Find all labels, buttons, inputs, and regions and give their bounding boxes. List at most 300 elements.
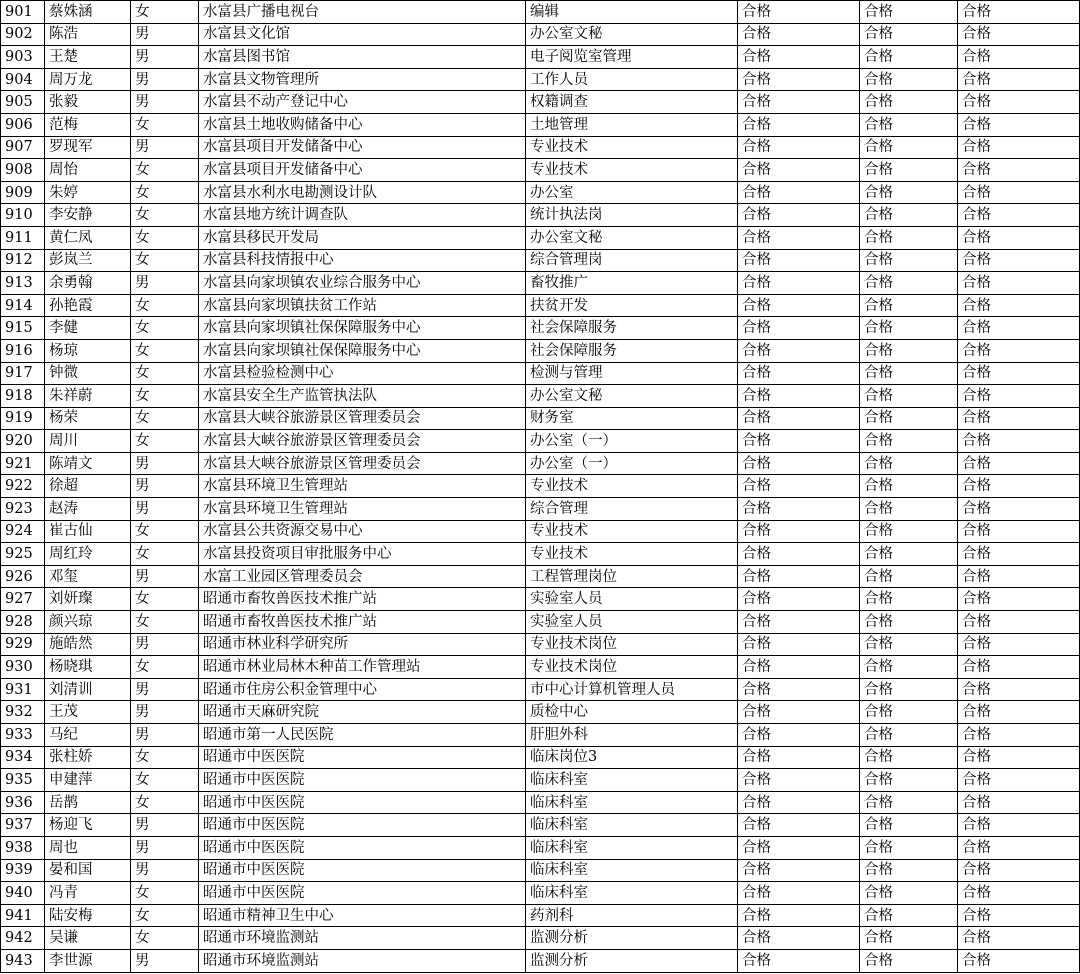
result-cell-3: 合格 [958, 565, 1080, 588]
row-number-cell: 922 [1, 475, 45, 498]
position-cell: 土地管理 [526, 113, 738, 136]
row-number-cell: 902 [1, 23, 45, 46]
employer-cell: 水富县不动产登记中心 [199, 91, 526, 114]
row-number-cell: 924 [1, 520, 45, 543]
gender-cell: 男 [131, 814, 199, 837]
result-cell-1: 合格 [738, 46, 860, 69]
table-row [1, 339, 1080, 362]
result-cell-3: 合格 [958, 181, 1080, 204]
row-number-cell: 930 [1, 656, 45, 679]
table-row [1, 113, 1080, 136]
result-cell-3: 合格 [958, 611, 1080, 634]
result-cell-3: 合格 [958, 91, 1080, 114]
table-row [1, 407, 1080, 430]
result-cell-2: 合格 [860, 498, 958, 521]
table-row [1, 656, 1080, 679]
row-number-cell: 905 [1, 91, 45, 114]
result-cell-1: 合格 [738, 362, 860, 385]
name-cell: 张柱娇 [45, 746, 131, 769]
table-row [1, 68, 1080, 91]
position-cell: 质检中心 [526, 701, 738, 724]
row-number-cell: 921 [1, 452, 45, 475]
name-cell: 陈浩 [45, 23, 131, 46]
employer-cell: 昭通市中医医院 [199, 791, 526, 814]
result-cell-1: 合格 [738, 656, 860, 679]
employer-cell: 水富县环境卫生管理站 [199, 475, 526, 498]
row-number-cell: 941 [1, 904, 45, 927]
employer-cell: 水富县向家坝镇农业综合服务中心 [199, 272, 526, 295]
position-cell: 专业技术 [526, 520, 738, 543]
position-cell: 财务室 [526, 407, 738, 430]
position-cell: 实验室人员 [526, 611, 738, 634]
result-cell-2: 合格 [860, 678, 958, 701]
row-number-cell: 911 [1, 226, 45, 249]
result-cell-1: 合格 [738, 927, 860, 950]
gender-cell: 女 [131, 339, 199, 362]
result-cell-3: 合格 [958, 814, 1080, 837]
name-cell: 崔古仙 [45, 520, 131, 543]
result-cell-3: 合格 [958, 859, 1080, 882]
position-cell: 工程管理岗位 [526, 565, 738, 588]
result-cell-2: 合格 [860, 136, 958, 159]
result-cell-1: 合格 [738, 746, 860, 769]
gender-cell: 男 [131, 701, 199, 724]
name-cell: 杨琼 [45, 339, 131, 362]
row-number-cell: 903 [1, 46, 45, 69]
position-cell: 监测分析 [526, 949, 738, 972]
result-cell-2: 合格 [860, 181, 958, 204]
gender-cell: 男 [131, 836, 199, 859]
position-cell: 电子阅览室管理 [526, 46, 738, 69]
result-cell-2: 合格 [860, 91, 958, 114]
position-cell: 办公室 [526, 181, 738, 204]
gender-cell: 女 [131, 226, 199, 249]
result-cell-2: 合格 [860, 272, 958, 295]
table-row [1, 836, 1080, 859]
result-cell-2: 合格 [860, 407, 958, 430]
employer-cell: 水富县公共资源交易中心 [199, 520, 526, 543]
result-cell-3: 合格 [958, 294, 1080, 317]
name-cell: 黄仁凤 [45, 226, 131, 249]
result-cell-2: 合格 [860, 430, 958, 453]
result-cell-2: 合格 [860, 204, 958, 227]
result-cell-2: 合格 [860, 249, 958, 272]
employer-cell: 水富县水利水电勘测设计队 [199, 181, 526, 204]
position-cell: 检测与管理 [526, 362, 738, 385]
row-number-cell: 925 [1, 543, 45, 566]
gender-cell: 男 [131, 91, 199, 114]
name-cell: 杨荣 [45, 407, 131, 430]
name-cell: 晏和国 [45, 859, 131, 882]
result-cell-2: 合格 [860, 452, 958, 475]
name-cell: 孙艳霞 [45, 294, 131, 317]
row-number-cell: 919 [1, 407, 45, 430]
result-cell-1: 合格 [738, 68, 860, 91]
result-cell-3: 合格 [958, 452, 1080, 475]
name-cell: 杨迎飞 [45, 814, 131, 837]
result-cell-1: 合格 [738, 452, 860, 475]
table-row [1, 226, 1080, 249]
result-cell-2: 合格 [860, 656, 958, 679]
result-cell-1: 合格 [738, 611, 860, 634]
result-cell-2: 合格 [860, 46, 958, 69]
result-cell-2: 合格 [860, 949, 958, 972]
employer-cell: 水富县项目开发储备中心 [199, 159, 526, 182]
employer-cell: 昭通市第一人民医院 [199, 724, 526, 747]
result-cell-2: 合格 [860, 859, 958, 882]
name-cell: 周也 [45, 836, 131, 859]
result-cell-1: 合格 [738, 543, 860, 566]
result-cell-3: 合格 [958, 204, 1080, 227]
row-number-cell: 910 [1, 204, 45, 227]
employer-cell: 水富县广播电视台 [199, 1, 526, 24]
employer-cell: 水富县大峡谷旅游景区管理委员会 [199, 452, 526, 475]
row-number-cell: 932 [1, 701, 45, 724]
employer-cell: 水富县投资项目审批服务中心 [199, 543, 526, 566]
table-row [1, 362, 1080, 385]
employer-cell: 水富县向家坝镇社保保障服务中心 [199, 317, 526, 340]
result-cell-3: 合格 [958, 949, 1080, 972]
position-cell: 临床岗位3 [526, 746, 738, 769]
result-cell-2: 合格 [860, 791, 958, 814]
result-cell-2: 合格 [860, 362, 958, 385]
name-cell: 李安静 [45, 204, 131, 227]
row-number-cell: 913 [1, 272, 45, 295]
table-row [1, 272, 1080, 295]
row-number-cell: 912 [1, 249, 45, 272]
gender-cell: 女 [131, 159, 199, 182]
result-cell-1: 合格 [738, 385, 860, 408]
position-cell: 临床科室 [526, 791, 738, 814]
result-cell-1: 合格 [738, 791, 860, 814]
employer-cell: 水富县项目开发储备中心 [199, 136, 526, 159]
gender-cell: 女 [131, 656, 199, 679]
name-cell: 赵涛 [45, 498, 131, 521]
result-cell-2: 合格 [860, 633, 958, 656]
result-cell-3: 合格 [958, 588, 1080, 611]
result-cell-2: 合格 [860, 294, 958, 317]
position-cell: 监测分析 [526, 927, 738, 950]
name-cell: 吴谦 [45, 927, 131, 950]
position-cell: 肝胆外科 [526, 724, 738, 747]
table-row [1, 46, 1080, 69]
name-cell: 刘清训 [45, 678, 131, 701]
employer-cell: 昭通市中医医院 [199, 746, 526, 769]
employer-cell: 水富县环境卫生管理站 [199, 498, 526, 521]
employer-cell: 水富县科技情报中心 [199, 249, 526, 272]
employer-cell: 水富县检验检测中心 [199, 362, 526, 385]
row-number-cell: 928 [1, 611, 45, 634]
result-cell-3: 合格 [958, 475, 1080, 498]
gender-cell: 女 [131, 769, 199, 792]
gender-cell: 女 [131, 430, 199, 453]
name-cell: 陈靖文 [45, 452, 131, 475]
name-cell: 张毅 [45, 91, 131, 114]
gender-cell: 男 [131, 565, 199, 588]
gender-cell: 女 [131, 204, 199, 227]
result-cell-2: 合格 [860, 339, 958, 362]
employer-cell: 昭通市中医医院 [199, 882, 526, 905]
result-cell-1: 合格 [738, 339, 860, 362]
position-cell: 工作人员 [526, 68, 738, 91]
gender-cell: 女 [131, 249, 199, 272]
name-cell: 余勇翰 [45, 272, 131, 295]
name-cell: 邓玺 [45, 565, 131, 588]
table-row [1, 385, 1080, 408]
employer-cell: 水富县土地收购储备中心 [199, 113, 526, 136]
table-row [1, 181, 1080, 204]
employer-cell: 水富县大峡谷旅游景区管理委员会 [199, 407, 526, 430]
name-cell: 范梅 [45, 113, 131, 136]
result-cell-1: 合格 [738, 294, 860, 317]
result-cell-1: 合格 [738, 91, 860, 114]
name-cell: 施皓然 [45, 633, 131, 656]
result-cell-1: 合格 [738, 904, 860, 927]
gender-cell: 女 [131, 882, 199, 905]
result-cell-1: 合格 [738, 701, 860, 724]
gender-cell: 女 [131, 520, 199, 543]
result-cell-3: 合格 [958, 226, 1080, 249]
result-cell-1: 合格 [738, 204, 860, 227]
row-number-cell: 927 [1, 588, 45, 611]
name-cell: 周万龙 [45, 68, 131, 91]
row-number-cell: 909 [1, 181, 45, 204]
row-number-cell: 904 [1, 68, 45, 91]
table-row [1, 611, 1080, 634]
gender-cell: 女 [131, 407, 199, 430]
table-row [1, 791, 1080, 814]
result-cell-3: 合格 [958, 317, 1080, 340]
row-number-cell: 916 [1, 339, 45, 362]
table-row [1, 588, 1080, 611]
row-number-cell: 920 [1, 430, 45, 453]
table-row [1, 927, 1080, 950]
employer-cell: 水富工业园区管理委员会 [199, 565, 526, 588]
row-number-cell: 937 [1, 814, 45, 837]
table-row [1, 452, 1080, 475]
position-cell: 社会保障服务 [526, 339, 738, 362]
table-row [1, 294, 1080, 317]
table-row [1, 498, 1080, 521]
result-cell-1: 合格 [738, 633, 860, 656]
result-cell-2: 合格 [860, 520, 958, 543]
result-cell-3: 合格 [958, 136, 1080, 159]
table-row [1, 249, 1080, 272]
employer-cell: 昭通市精神卫生中心 [199, 904, 526, 927]
gender-cell: 男 [131, 452, 199, 475]
result-cell-1: 合格 [738, 814, 860, 837]
name-cell: 彭岚兰 [45, 249, 131, 272]
employer-cell: 昭通市林业科学研究所 [199, 633, 526, 656]
result-cell-3: 合格 [958, 430, 1080, 453]
gender-cell: 男 [131, 136, 199, 159]
result-cell-1: 合格 [738, 724, 860, 747]
gender-cell: 女 [131, 927, 199, 950]
gender-cell: 男 [131, 68, 199, 91]
gender-cell: 女 [131, 181, 199, 204]
employer-cell: 昭通市中医医院 [199, 814, 526, 837]
position-cell: 专业技术 [526, 475, 738, 498]
position-cell: 编辑 [526, 1, 738, 24]
result-cell-2: 合格 [860, 23, 958, 46]
gender-cell: 女 [131, 746, 199, 769]
result-cell-1: 合格 [738, 769, 860, 792]
table-row [1, 1, 1080, 24]
position-cell: 专业技术岗位 [526, 633, 738, 656]
result-cell-1: 合格 [738, 565, 860, 588]
employer-cell: 水富县向家坝镇社保保障服务中心 [199, 339, 526, 362]
gender-cell: 女 [131, 317, 199, 340]
row-number-cell: 935 [1, 769, 45, 792]
table-row [1, 136, 1080, 159]
row-number-cell: 906 [1, 113, 45, 136]
result-cell-2: 合格 [860, 904, 958, 927]
result-cell-3: 合格 [958, 113, 1080, 136]
result-cell-1: 合格 [738, 23, 860, 46]
gender-cell: 男 [131, 272, 199, 295]
name-cell: 周红玲 [45, 543, 131, 566]
result-cell-1: 合格 [738, 882, 860, 905]
employer-cell: 水富县向家坝镇扶贫工作站 [199, 294, 526, 317]
table-row [1, 430, 1080, 453]
name-cell: 陆安梅 [45, 904, 131, 927]
row-number-cell: 917 [1, 362, 45, 385]
employer-cell: 水富县文物管理所 [199, 68, 526, 91]
result-cell-1: 合格 [738, 859, 860, 882]
position-cell: 权籍调查 [526, 91, 738, 114]
position-cell: 办公室（一） [526, 452, 738, 475]
table-row [1, 701, 1080, 724]
gender-cell: 女 [131, 1, 199, 24]
result-cell-1: 合格 [738, 272, 860, 295]
name-cell: 朱祥蔚 [45, 385, 131, 408]
result-cell-2: 合格 [860, 814, 958, 837]
result-cell-2: 合格 [860, 113, 958, 136]
employer-cell: 昭通市天麻研究院 [199, 701, 526, 724]
result-cell-3: 合格 [958, 498, 1080, 521]
row-number-cell: 942 [1, 927, 45, 950]
gender-cell: 女 [131, 791, 199, 814]
row-number-cell: 923 [1, 498, 45, 521]
employer-cell: 昭通市中医医院 [199, 836, 526, 859]
row-number-cell: 933 [1, 724, 45, 747]
result-cell-3: 合格 [958, 769, 1080, 792]
name-cell: 朱婷 [45, 181, 131, 204]
result-cell-3: 合格 [958, 362, 1080, 385]
table-row [1, 91, 1080, 114]
result-cell-2: 合格 [860, 317, 958, 340]
result-cell-2: 合格 [860, 68, 958, 91]
result-cell-2: 合格 [860, 724, 958, 747]
name-cell: 申建萍 [45, 769, 131, 792]
position-cell: 综合管理岗 [526, 249, 738, 272]
name-cell: 周川 [45, 430, 131, 453]
position-cell: 扶贫开发 [526, 294, 738, 317]
gender-cell: 女 [131, 611, 199, 634]
row-number-cell: 938 [1, 836, 45, 859]
table-row [1, 475, 1080, 498]
employer-cell: 水富县地方统计调查队 [199, 204, 526, 227]
employer-cell: 水富县大峡谷旅游景区管理委员会 [199, 430, 526, 453]
name-cell: 李世源 [45, 949, 131, 972]
employer-cell: 昭通市中医医院 [199, 859, 526, 882]
position-cell: 临床科室 [526, 769, 738, 792]
gender-cell: 女 [131, 588, 199, 611]
result-cell-3: 合格 [958, 159, 1080, 182]
employer-cell: 水富县文化馆 [199, 23, 526, 46]
gender-cell: 男 [131, 475, 199, 498]
result-cell-3: 合格 [958, 407, 1080, 430]
result-cell-1: 合格 [738, 136, 860, 159]
row-number-cell: 901 [1, 1, 45, 24]
result-cell-2: 合格 [860, 475, 958, 498]
table-row [1, 23, 1080, 46]
result-cell-1: 合格 [738, 588, 860, 611]
result-cell-1: 合格 [738, 836, 860, 859]
row-number-cell: 908 [1, 159, 45, 182]
gender-cell: 男 [131, 23, 199, 46]
row-number-cell: 931 [1, 678, 45, 701]
gender-cell: 男 [131, 633, 199, 656]
row-number-cell: 929 [1, 633, 45, 656]
name-cell: 罗现军 [45, 136, 131, 159]
result-cell-1: 合格 [738, 226, 860, 249]
name-cell: 徐超 [45, 475, 131, 498]
table-row [1, 520, 1080, 543]
table-row [1, 633, 1080, 656]
result-cell-3: 合格 [958, 746, 1080, 769]
name-cell: 杨晓琪 [45, 656, 131, 679]
result-cell-2: 合格 [860, 565, 958, 588]
result-cell-2: 合格 [860, 588, 958, 611]
table-row [1, 746, 1080, 769]
employer-cell: 昭通市林业局林木种苗工作管理站 [199, 656, 526, 679]
result-cell-2: 合格 [860, 543, 958, 566]
row-number-cell: 918 [1, 385, 45, 408]
name-cell: 王楚 [45, 46, 131, 69]
result-cell-3: 合格 [958, 701, 1080, 724]
name-cell: 王茂 [45, 701, 131, 724]
table-row [1, 949, 1080, 972]
table-row [1, 724, 1080, 747]
result-cell-2: 合格 [860, 836, 958, 859]
name-cell: 刘妍璨 [45, 588, 131, 611]
position-cell: 专业技术 [526, 136, 738, 159]
name-cell: 岳鹊 [45, 791, 131, 814]
position-cell: 办公室文秘 [526, 23, 738, 46]
result-cell-3: 合格 [958, 656, 1080, 679]
result-cell-1: 合格 [738, 249, 860, 272]
employer-cell: 昭通市畜牧兽医技术推广站 [199, 588, 526, 611]
result-cell-2: 合格 [860, 1, 958, 24]
gender-cell: 男 [131, 498, 199, 521]
position-cell: 药剂科 [526, 904, 738, 927]
row-number-cell: 915 [1, 317, 45, 340]
name-cell: 冯青 [45, 882, 131, 905]
gender-cell: 男 [131, 678, 199, 701]
position-cell: 临床科室 [526, 859, 738, 882]
result-cell-3: 合格 [958, 836, 1080, 859]
result-cell-3: 合格 [958, 249, 1080, 272]
row-number-cell: 936 [1, 791, 45, 814]
table-row [1, 159, 1080, 182]
gender-cell: 男 [131, 859, 199, 882]
result-cell-2: 合格 [860, 927, 958, 950]
result-cell-3: 合格 [958, 385, 1080, 408]
table-row [1, 543, 1080, 566]
gender-cell: 女 [131, 385, 199, 408]
table-row [1, 904, 1080, 927]
